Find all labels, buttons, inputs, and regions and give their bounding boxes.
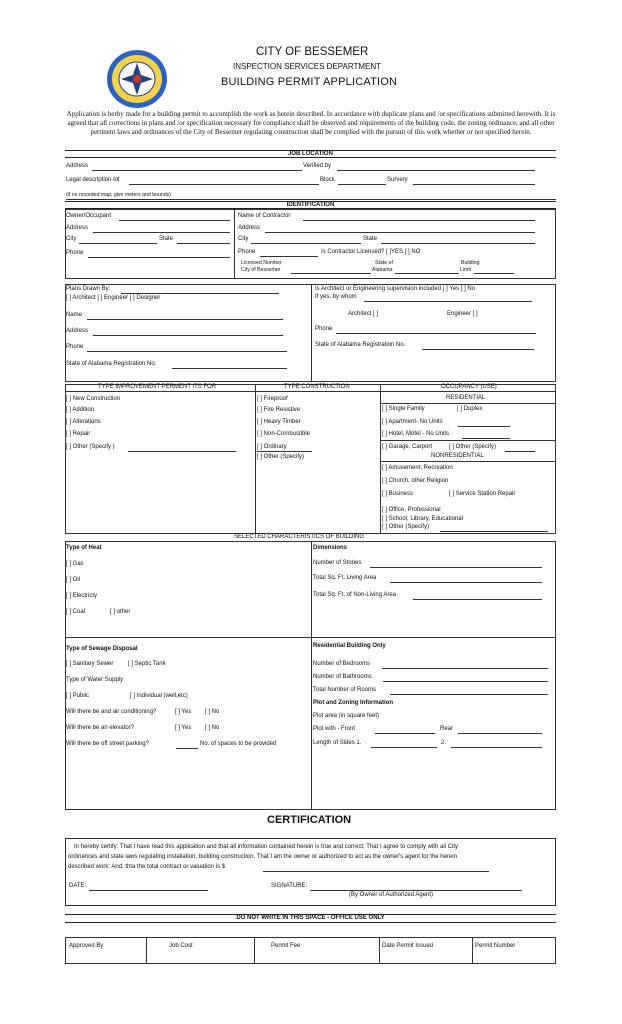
side-two-label: 2.: [441, 740, 447, 746]
residential-header: RESIDENTIAL: [446, 395, 486, 401]
identification-header: IDENTIFICATION: [65, 201, 556, 209]
building-label: Building: [461, 260, 480, 266]
date-issued-header: Date Permit Issued: [382, 943, 434, 949]
certification-title: CERTIFICATION: [267, 814, 352, 826]
construction-fire-resistive[interactable]: [ ] Fire Resistive: [257, 407, 301, 413]
plans-name-field[interactable]: [87, 319, 283, 320]
block-label: Block: [320, 177, 335, 183]
contractor-phone-field[interactable]: [260, 256, 318, 257]
plot-area-label: Plot area (in square feet): [313, 713, 380, 719]
dimensions-title: Dimensions: [313, 545, 348, 551]
hotel-units-field[interactable]: [462, 438, 510, 439]
job-address-field[interactable]: [92, 170, 302, 171]
stories-label: Number of Stories: [313, 560, 362, 566]
plans-address-label: Address: [66, 328, 89, 334]
engineer-checkbox[interactable]: Engineer [ ]: [447, 311, 478, 317]
nonresidential-other-field[interactable]: [440, 531, 548, 532]
apartment-units-field[interactable]: [458, 426, 510, 427]
side-two-field[interactable]: [451, 747, 542, 748]
parking-spaces-label: No. of spaces to be provided: [200, 741, 277, 747]
improvement-alterations[interactable]: [ ] Alterations: [66, 419, 101, 425]
city-seal: [106, 49, 168, 109]
survey-label: Survery: [387, 177, 408, 183]
intro-text: Application is herby made for a building permit to accomplish the work as herein described. In accordance with duplicate plans and /or specifications submitted herewith. It is agreed that all corrections in plans and /or specification necessary for compliance shall be observed and requirements of the building code, the zoning ordinance, and all other pertinent laws and ordinances of the City of Bessemer regulating construction shall be complied with the pursuit of this work whether or not specified herein.: [66, 110, 556, 136]
church-checkbox[interactable]: [ ] Church, other Religion: [382, 478, 449, 484]
bedrooms-field[interactable]: [382, 668, 548, 669]
plans-phone-field[interactable]: [87, 351, 287, 352]
living-area-label: Total Sq. Ft. Living Area: [313, 575, 377, 581]
verified-by-field[interactable]: [337, 170, 535, 171]
contractor-phone-label: Phone: [238, 249, 256, 255]
construction-heavy-timber[interactable]: [ ] Heavy Timber: [257, 419, 301, 425]
approved-by-header: Approved By: [69, 943, 104, 949]
office-use-table: [65, 937, 556, 964]
by-owner-note: (By Owner of Authorized Agent): [349, 892, 434, 898]
contractor-state-label: State: [363, 236, 378, 242]
owner-phone-label: Phone: [66, 250, 84, 256]
heat-electricity-checkbox[interactable]: [ ] Electricty: [66, 593, 98, 599]
plans-name-label: Name: [66, 312, 83, 318]
plans-registration-field[interactable]: [172, 368, 287, 369]
date-field[interactable]: [89, 890, 208, 891]
alabama-label: Alabama: [372, 267, 393, 273]
rooms-label: Total Number of Rooms: [313, 687, 377, 693]
water-supply-label: Type of Water Supply: [66, 677, 124, 683]
job-cost-header: Job Cost: [169, 943, 193, 949]
heat-coal-checkbox[interactable]: [ ] Coal: [66, 609, 86, 615]
service-station-checkbox[interactable]: [ ] Service Station Repair: [449, 491, 516, 497]
contractor-city-label: City: [238, 236, 249, 242]
amusement-checkbox[interactable]: [ ] Amusement, Recreation: [382, 465, 453, 471]
occupancy-header: OCCUPANCY (USE): [441, 384, 497, 390]
plans-registration-label: State of Alabama Registration No.: [66, 361, 157, 367]
owner-state-field[interactable]: [177, 243, 230, 244]
plans-right-phone-field[interactable]: [336, 333, 536, 334]
sides-label: Length of Sides 1.: [313, 740, 362, 746]
improvement-header: TYPE IMPROVEMENT PERMENT ITS FOR: [98, 384, 217, 390]
form-title: BUILDING PERMIT APPLICATION: [221, 76, 398, 88]
if-yes-label: If yes, by whom: [315, 294, 357, 300]
business-checkbox[interactable]: [ ] Business: [382, 491, 414, 497]
sewage-title: Type of Sewage Disposal: [66, 646, 138, 652]
construction-ordinary[interactable]: [ ] Ordinary: [257, 444, 287, 450]
water-public-checkbox[interactable]: [ ] Public: [66, 693, 90, 699]
apartment-checkbox[interactable]: [ ] Apartment- No Units: [382, 419, 443, 425]
signature-field[interactable]: [310, 890, 522, 891]
living-area-field[interactable]: [390, 582, 542, 583]
plans-right-registration-label: State of Alabama Registration No.: [315, 342, 406, 348]
residential-only-title: Residential Building Only: [313, 643, 386, 649]
duplex-checkbox[interactable]: [ ] Duplex: [457, 406, 483, 412]
plans-drawn-by-label: Plans Drawn By:: [66, 286, 111, 292]
ac-no-checkbox[interactable]: [ ] No: [205, 709, 220, 715]
owner-city-label: City: [66, 236, 77, 242]
owner-label: Owner/Occupant: [66, 213, 112, 219]
bedrooms-label: Number of Bedrooms: [313, 661, 371, 667]
licensed-number-label: Licensed Number: [241, 260, 282, 266]
plans-drawn-options[interactable]: [ ] Architect [ ] Engineer [ ] Designer: [66, 295, 161, 301]
valuation-field[interactable]: [263, 871, 489, 872]
job-location-header: JOB LOCATION: [65, 150, 556, 158]
legal-description-field[interactable]: [129, 184, 319, 185]
state-of-label: State of: [375, 260, 393, 266]
permit-number-header: Permit Number `: [475, 943, 520, 949]
nonliving-area-field[interactable]: [413, 599, 542, 600]
contractor-address-field[interactable]: [265, 232, 535, 233]
improvement-other[interactable]: [ ] Other (Specify ): [66, 444, 115, 450]
stories-field[interactable]: [370, 567, 542, 568]
rooms-field[interactable]: [390, 694, 548, 695]
elevator-question: Will there be an elevator?: [66, 725, 135, 731]
parking-spaces-field[interactable]: [176, 748, 198, 749]
heat-oil-checkbox[interactable]: [ ] Oil: [66, 577, 81, 583]
survey-field[interactable]: [413, 184, 535, 185]
contractor-state-field[interactable]: [381, 243, 535, 244]
office-use-header: DO NOT WRITE IN THIS SPACE - OFFICE USE ONLY: [65, 914, 556, 923]
plot-rear-label: Rear: [440, 726, 454, 732]
date-label: DATE:: [69, 883, 87, 889]
construction-header: TYPE CONSTRUCTION: [284, 384, 350, 390]
licensed-question: Is Contractor Licensed? [ ]YES [ ] NO: [321, 249, 421, 255]
bathrooms-field[interactable]: [383, 681, 548, 682]
residential-other-checkbox[interactable]: [ ] Other (Specify): [449, 444, 497, 450]
owner-address-field[interactable]: [93, 232, 230, 233]
owner-field[interactable]: [119, 220, 230, 221]
plot-zoning-title: Plot and Zoning Information: [313, 700, 393, 706]
water-individual-checkbox[interactable]: [ ] Individual (well,etc): [130, 693, 188, 699]
plans-phone-label: Phone: [66, 344, 84, 350]
plans-address-field[interactable]: [93, 335, 283, 336]
side-one-field[interactable]: [371, 747, 437, 748]
nonresidential-other-checkbox[interactable]: [ ] Other (Specify): [382, 524, 430, 530]
office-checkbox[interactable]: [ ] Office, Professional: [382, 507, 441, 513]
single-family-checkbox[interactable]: [ ] Single Family: [382, 406, 425, 412]
improvement-new[interactable]: [ ] New Construction: [66, 396, 121, 402]
heat-other-checkbox[interactable]: [ ] other: [110, 609, 131, 615]
nonliving-area-label: Total Sq. Ft. of Non-Living Area: [313, 592, 397, 598]
bathrooms-label: Number of Bathrooms: [313, 674, 372, 680]
verified-by-label: Verified by: [303, 163, 332, 169]
signature-label: SIGNATURE:: [271, 883, 308, 889]
limit-label: Limit: [460, 267, 471, 273]
heat-type-title: Type of Heat: [66, 545, 102, 551]
department-name: INSPECTION SERVICES DEPARTMENT: [233, 62, 382, 71]
if-yes-field[interactable]: [364, 301, 532, 302]
contractor-address-label: Address: [238, 225, 261, 231]
characteristics-header: SELECTED CHARACTERISTICS OF BUILDING: [234, 534, 365, 540]
elevator-no-checkbox[interactable]: [ ] No: [205, 725, 220, 731]
construction-fireproof[interactable]: [ ] Fireproof: [257, 396, 288, 402]
school-checkbox[interactable]: [ ] School, Library, Educational: [382, 516, 463, 522]
metes-note: (if no recorded map, give meters and bounds): [66, 192, 171, 198]
owner-address-label: Address: [66, 225, 89, 231]
improvement-repair[interactable]: [ ] Repair: [66, 431, 91, 437]
owner-city-field[interactable]: [79, 243, 157, 244]
certification-text-1: In hereby certify: That I have read this application and that all information contained herein is true and correct; That I agree to comply with all City: [74, 844, 458, 850]
septic-tank-checkbox[interactable]: [ ] Septic Tank: [128, 661, 166, 667]
legal-description-label: Legal description-lot: [66, 177, 120, 183]
improvement-other-field[interactable]: [128, 451, 236, 452]
permit-fee-header: Permit Fee: [271, 943, 301, 949]
city-license-field[interactable]: [291, 273, 371, 274]
plot-front-field[interactable]: [375, 733, 435, 734]
certification-text-2: ordinances and state laws regulating installation, building construction. That I am the owner or authorized to act as the owner's agent for the herein: [68, 854, 457, 860]
plot-rear-field[interactable]: [458, 733, 542, 734]
certification-text-3: described work: And, thta the total contract or valuation is $: [68, 864, 226, 870]
contractor-label: Name of Contractor: [238, 213, 291, 219]
city-of-bessemer-label: City of Bessemer: [241, 267, 281, 273]
contractor-field[interactable]: [303, 220, 535, 221]
construction-other[interactable]: [ ] Other (Specify): [257, 454, 305, 460]
contractor-city-field[interactable]: [251, 243, 361, 244]
nonresidential-header: NONRESIDENTIAL: [431, 453, 484, 459]
limit-field[interactable]: [474, 273, 514, 274]
ac-yes-checkbox[interactable]: [ ] Yes: [175, 709, 192, 715]
ac-question: Will there be and air conditioning?: [66, 709, 157, 715]
improvement-addition[interactable]: [ ] Addition: [66, 407, 95, 413]
plans-right-phone-label: Phone: [315, 326, 333, 332]
construction-non-combustible[interactable]: [ ] Non-Combustible: [257, 431, 311, 437]
elevator-yes-checkbox[interactable]: [ ] Yes: [175, 725, 192, 731]
owner-phone-field[interactable]: [88, 257, 230, 258]
state-license-field[interactable]: [395, 273, 459, 274]
architect-checkbox[interactable]: Architect [ ]: [348, 311, 379, 317]
parking-question: Will there be off street parking?: [66, 741, 149, 747]
plans-right-registration-field[interactable]: [422, 349, 534, 350]
supervision-question[interactable]: Is Architect or Engineering supervision included [ ] Yes [ ] No: [315, 286, 476, 292]
block-field[interactable]: [338, 184, 386, 185]
plans-drawn-by-field[interactable]: [121, 293, 279, 294]
hotel-checkbox[interactable]: [ ] Hotel, Motel - No Units: [382, 431, 450, 437]
sanitary-sewer-checkbox[interactable]: [ ] Sanitary Sewer: [66, 661, 114, 667]
heat-gas-checkbox[interactable]: [ ] Gas: [66, 561, 84, 567]
metes-field[interactable]: [66, 199, 556, 200]
city-name: CITY OF BESSEMER: [256, 46, 369, 58]
job-address-label: Address: [66, 163, 89, 169]
owner-state-label: State: [159, 236, 174, 242]
garage-checkbox[interactable]: [ ] Garage, Carport: [382, 444, 433, 450]
plot-front-label: Plot with - Front: [313, 726, 356, 732]
